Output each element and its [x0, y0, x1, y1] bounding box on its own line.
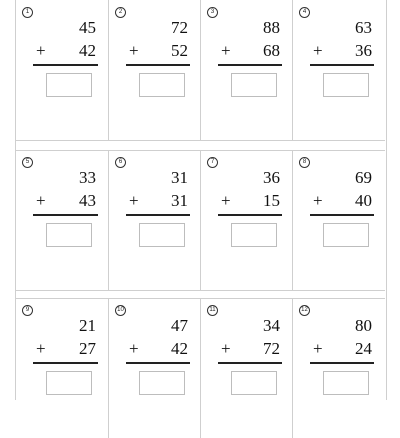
- addend-top: 72: [171, 18, 188, 37]
- addend-bottom: 24: [355, 339, 372, 358]
- problem-number: 2: [115, 7, 126, 18]
- answer-box[interactable]: [231, 73, 277, 97]
- addend-top: 63: [355, 18, 372, 37]
- plus-sign: +: [221, 191, 231, 210]
- answer-box[interactable]: [323, 371, 369, 395]
- problem-cell: [200, 298, 292, 438]
- addend-bottom: 36: [355, 41, 372, 60]
- plus-sign: +: [221, 41, 231, 60]
- sum-line: [126, 64, 190, 66]
- addend-bottom: 52: [171, 41, 188, 60]
- addend-bottom: 72: [263, 339, 280, 358]
- addend-bottom: 31: [171, 191, 188, 210]
- problem-number: 4: [299, 7, 310, 18]
- answer-box[interactable]: [46, 223, 92, 247]
- problem-number: 12: [299, 305, 310, 316]
- problem-number: 11: [207, 305, 218, 316]
- plus-sign: +: [36, 339, 46, 358]
- sum-line: [33, 214, 98, 216]
- answer-box[interactable]: [46, 371, 92, 395]
- problem-number: 10: [115, 305, 126, 316]
- answer-box[interactable]: [323, 223, 369, 247]
- addend-top: 31: [171, 168, 188, 187]
- sum-line: [310, 362, 374, 364]
- problem-cell: [16, 0, 108, 140]
- addend-bottom: 68: [263, 41, 280, 60]
- problem-number: 7: [207, 157, 218, 168]
- row-divider: [15, 290, 385, 291]
- plus-sign: +: [313, 41, 323, 60]
- sum-line: [33, 64, 98, 66]
- row-divider: [15, 140, 385, 141]
- problem-cell: [292, 150, 384, 290]
- problem-cell: [200, 150, 292, 290]
- problem-number: 6: [115, 157, 126, 168]
- problem-cell: [16, 150, 108, 290]
- sum-line: [126, 362, 190, 364]
- sum-line: [33, 362, 98, 364]
- sum-line: [126, 214, 190, 216]
- answer-box[interactable]: [139, 73, 185, 97]
- sum-line: [310, 64, 374, 66]
- problem-cell: [16, 298, 108, 438]
- sum-line: [310, 214, 374, 216]
- plus-sign: +: [313, 339, 323, 358]
- problem-number: 5: [22, 157, 33, 168]
- problem-number: 3: [207, 7, 218, 18]
- answer-box[interactable]: [231, 223, 277, 247]
- addend-top: 34: [263, 316, 280, 335]
- plus-sign: +: [36, 41, 46, 60]
- problem-cell: [292, 0, 384, 140]
- sum-line: [218, 214, 282, 216]
- plus-sign: +: [313, 191, 323, 210]
- answer-box[interactable]: [323, 73, 369, 97]
- answer-box[interactable]: [46, 73, 92, 97]
- problem-cell: [292, 298, 384, 438]
- problem-cell: [108, 298, 200, 438]
- plus-sign: +: [129, 339, 139, 358]
- addend-bottom: 27: [79, 339, 96, 358]
- answer-box[interactable]: [139, 371, 185, 395]
- row-divider: [15, 298, 385, 299]
- addend-top: 88: [263, 18, 280, 37]
- plus-sign: +: [129, 41, 139, 60]
- row-divider: [15, 150, 385, 151]
- problem-cell: [108, 150, 200, 290]
- addend-bottom: 15: [263, 191, 280, 210]
- plus-sign: +: [129, 191, 139, 210]
- addend-bottom: 42: [79, 41, 96, 60]
- addend-top: 80: [355, 316, 372, 335]
- addend-top: 47: [171, 316, 188, 335]
- addend-bottom: 43: [79, 191, 96, 210]
- problem-number: 8: [299, 157, 310, 168]
- sum-line: [218, 362, 282, 364]
- answer-box[interactable]: [231, 371, 277, 395]
- problem-cell: [200, 0, 292, 140]
- addend-top: 45: [79, 18, 96, 37]
- addend-bottom: 42: [171, 339, 188, 358]
- addend-bottom: 40: [355, 191, 372, 210]
- addend-top: 33: [79, 168, 96, 187]
- worksheet-grid: [15, 0, 387, 400]
- problem-number: 9: [22, 305, 33, 316]
- sum-line: [218, 64, 282, 66]
- answer-box[interactable]: [139, 223, 185, 247]
- addend-top: 69: [355, 168, 372, 187]
- problem-cell: [108, 0, 200, 140]
- plus-sign: +: [221, 339, 231, 358]
- addend-top: 21: [79, 316, 96, 335]
- problem-number: 1: [22, 7, 33, 18]
- plus-sign: +: [36, 191, 46, 210]
- addend-top: 36: [263, 168, 280, 187]
